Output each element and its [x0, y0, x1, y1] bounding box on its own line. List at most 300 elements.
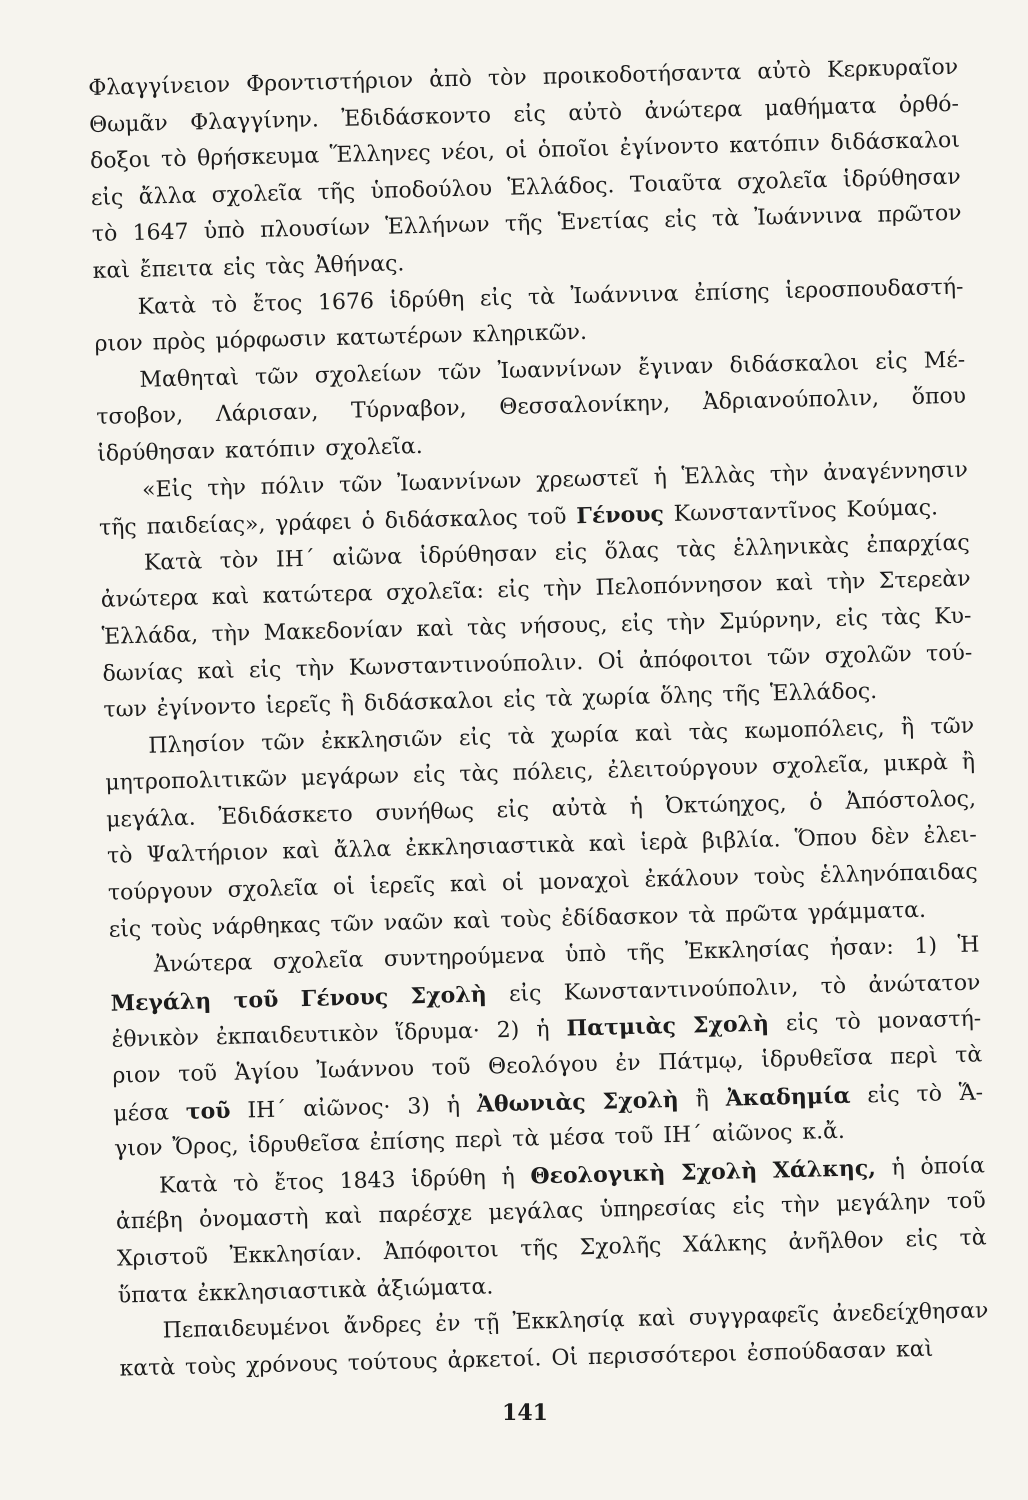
word: πλουσίων: [259, 215, 371, 244]
word: ἱδρύθη: [389, 286, 465, 314]
paragraph: [115, 1152, 988, 1320]
word: αὐτὸ: [568, 99, 623, 126]
word: αὐτὸ: [757, 58, 812, 85]
word: ἐπίσης: [693, 278, 770, 306]
word: μοναχοὶ: [538, 868, 631, 896]
word: ἢ: [695, 1086, 710, 1113]
word: τῶν: [261, 729, 306, 756]
word: Οἱ: [597, 648, 625, 675]
word: Ἀπόφοιτοι: [383, 1237, 499, 1266]
word: Σχολὴ: [410, 981, 488, 1010]
word: Γένους: [575, 501, 665, 530]
word: τῆς: [98, 515, 138, 541]
word: ὑπηρεσίας: [599, 1195, 717, 1224]
word: τὸ: [91, 221, 118, 248]
word: εἰς: [835, 606, 869, 632]
word: εἰς: [620, 611, 654, 638]
word: διδάσκαλοι: [363, 688, 494, 717]
word: πόλιν: [260, 472, 325, 500]
word: παιδείας»,: [146, 511, 266, 540]
word: τὰ: [954, 1042, 983, 1069]
word: Φλαγγίνην.: [189, 106, 320, 136]
word: εἰς: [732, 1194, 765, 1220]
word: Θεσσαλονίκην,: [499, 391, 671, 421]
word: Στερεὰν: [878, 566, 971, 595]
word: Σμύρνην,: [718, 607, 823, 635]
word: Οἱ: [551, 1345, 579, 1371]
word: τὰς: [676, 536, 717, 563]
word: ἄλλα: [138, 183, 197, 210]
word: τὴν: [206, 474, 247, 501]
word: «Εἰς: [141, 476, 193, 503]
word: Πάτμῳ,: [657, 1048, 744, 1076]
paragraph: [95, 347, 967, 478]
word: εἰς: [108, 916, 142, 943]
word: αἰῶνα: [332, 544, 403, 571]
word: καὶ: [324, 1204, 363, 1230]
word: ἐγίνοντο: [619, 133, 720, 162]
word: Πελοπόννησον: [595, 571, 763, 602]
word: αὐτὰ: [551, 795, 608, 822]
word: ΙΗ΄: [247, 1097, 287, 1124]
word: τῆς: [317, 179, 356, 206]
word: ἢ: [961, 749, 976, 776]
word: καὶ: [416, 616, 454, 643]
word: τῶν: [330, 910, 375, 937]
word: τὰ: [711, 206, 740, 233]
word: Κατὰ: [158, 1171, 218, 1199]
word: κ.ἄ.: [801, 1119, 846, 1146]
word: ἀρκετοί.: [447, 1346, 542, 1374]
word: ριον: [94, 330, 144, 358]
word: εἰς: [513, 101, 547, 128]
word: τὸ: [820, 973, 847, 1000]
word: αἰῶνος: [711, 1120, 793, 1148]
word: εἰς: [458, 725, 492, 751]
word: σχολεῖα: [227, 875, 319, 903]
word: τῇ: [473, 1310, 500, 1337]
word: Ψαλτήριον: [146, 840, 269, 869]
word: ἐκκλησιῶν: [320, 726, 443, 755]
word: νέοι,: [440, 139, 496, 166]
word: ἐν: [615, 1050, 641, 1077]
word: ἱερὰ: [639, 830, 689, 857]
word: Ἀθήνας.: [314, 251, 405, 279]
word: κατὰ: [119, 1355, 176, 1382]
word: ἱδρύθησαν: [419, 540, 538, 569]
word: χρεωστεῖ: [535, 465, 640, 493]
word: ΙΗ΄: [662, 1122, 703, 1149]
word: κατωτέρων: [335, 323, 463, 352]
word: ὁποία: [920, 1153, 986, 1180]
word: ἐκκλησιαστικὰ: [405, 832, 575, 862]
word: Ἰωαννίνων: [497, 355, 623, 384]
word: τοῦ: [946, 1188, 987, 1215]
word: ὁποῖοι: [537, 136, 610, 164]
word: εἰς: [412, 762, 446, 789]
word: Ἐκκλησίαν.: [229, 1240, 363, 1269]
word: συνήθως: [375, 798, 475, 827]
word: Ἰωάννου: [316, 1056, 415, 1084]
word: ἑλληνόπαιδας: [819, 859, 978, 889]
word: καὶ: [637, 1306, 676, 1333]
word: τῶν: [254, 363, 299, 390]
word: εἰς: [502, 687, 536, 714]
word: ΙΗ΄: [275, 546, 316, 573]
word: τὰς: [688, 719, 729, 746]
word: ἱερεῖς: [369, 872, 436, 900]
word: Ἕλληνες: [329, 140, 431, 169]
word: τοῦ: [614, 1123, 654, 1150]
word: ἡ: [501, 1164, 516, 1191]
word: ἐπίσης: [369, 1128, 446, 1156]
word: Ἑλλὰς: [681, 462, 756, 490]
word: ὅλης: [659, 683, 713, 710]
word: τῶν: [338, 471, 383, 498]
word: νήσους,: [519, 612, 608, 640]
word: 1843: [339, 1167, 396, 1194]
word: των: [103, 696, 148, 723]
word: τὰ: [507, 723, 535, 750]
word: τῆς: [520, 1235, 559, 1262]
word: σχολεῖα,: [771, 752, 870, 780]
word: ἀπέβη: [115, 1208, 183, 1236]
word: τὰ: [688, 902, 716, 929]
word: πρὸς: [152, 329, 206, 356]
word: Ἀκαδημία: [725, 1082, 851, 1112]
word: τὴν: [542, 576, 583, 603]
word: χρόνους: [245, 1351, 339, 1379]
word: τὴν: [780, 1192, 821, 1219]
word: μόρφωσιν: [215, 326, 327, 355]
word: εἰς: [497, 577, 531, 604]
word: τὸ: [211, 291, 238, 318]
word: τὴν: [666, 609, 706, 636]
word: ὀρθό-: [898, 91, 960, 118]
body-text: [88, 55, 990, 1393]
word: περισσότεροι: [587, 1341, 738, 1370]
word: ἡ: [446, 1092, 461, 1119]
word: ἀπόφοιτοι: [638, 645, 753, 674]
word: 1): [914, 933, 938, 960]
word: μοναστή-: [877, 1006, 982, 1035]
word: σχολεῖα: [736, 167, 828, 195]
word: Κούμας.: [846, 495, 939, 523]
word: πρῶτον: [877, 201, 962, 229]
word: εἰς: [90, 184, 124, 211]
word: ἀνώτερα: [644, 96, 743, 125]
word: καὶ: [452, 908, 491, 934]
word: παρέσχε: [378, 1201, 473, 1229]
word: Κερκυραῖον: [826, 54, 959, 83]
word: ἱερεῖς: [265, 692, 332, 719]
word: ἐθνικὸν: [111, 1026, 200, 1054]
word: τσοβον,: [96, 403, 184, 431]
word: ἔπειτα: [139, 255, 214, 283]
word: Ὄρος,: [172, 1133, 239, 1161]
word: Χάλκης: [682, 1230, 768, 1258]
word: Κωνσταντινούπολιν.: [348, 649, 584, 681]
word: Ἅ-: [958, 1080, 984, 1106]
word: ὁ: [361, 509, 376, 535]
word: Μαθηταὶ: [139, 365, 240, 393]
word: τὸν: [219, 547, 259, 574]
word: Ἁγίου: [234, 1059, 300, 1086]
word: ὅλας: [604, 537, 660, 565]
word: ἢ: [900, 714, 915, 741]
word: νάρθηκας: [211, 912, 321, 940]
paragraph: [88, 55, 963, 296]
word: καὶ: [588, 831, 627, 858]
word: μητροπολιτικῶν: [104, 766, 288, 797]
word: ἀνεδείχθησαν: [832, 1298, 989, 1328]
word: Ἐκκλησίᾳ: [512, 1307, 625, 1336]
word: Κατὰ: [143, 549, 203, 576]
word: εἰς: [554, 539, 588, 566]
word: ἀναγέννησιν: [822, 457, 969, 486]
word: Τύρναβον,: [350, 396, 467, 425]
word: τούτους: [347, 1348, 438, 1376]
word: ἑλληνικὰς: [732, 533, 850, 562]
word: Ἑλλάδος.: [769, 679, 878, 707]
word: ἐσπούδασαν: [746, 1337, 887, 1367]
word: Ἑλλάδος.: [507, 172, 615, 201]
word: τοῦ: [185, 1097, 231, 1125]
word: τὸ: [916, 1081, 943, 1107]
word: Κυ-: [933, 603, 972, 630]
word: τὸ: [106, 843, 133, 870]
word: οἱ: [501, 870, 525, 897]
word: κληρικῶν.: [472, 320, 588, 348]
word: Σχολῆς: [579, 1233, 662, 1261]
page-number: 141: [502, 1400, 548, 1426]
word: εἰς: [874, 348, 908, 375]
word: Πατμιὰς: [566, 1013, 677, 1043]
word: εἰς: [479, 285, 513, 312]
word: Λάρισαν,: [215, 399, 319, 428]
word: τῆς: [722, 681, 761, 708]
word: ἐλειτούργουν: [607, 755, 759, 784]
word: ριον: [112, 1062, 161, 1089]
word: Ἰωάννινα: [570, 281, 679, 309]
paragraph: [109, 933, 984, 1174]
word: 3): [407, 1093, 431, 1120]
word: τοὺς: [753, 863, 806, 891]
word: ἐγίνοντο: [156, 694, 257, 722]
word: ὑπὸ: [564, 941, 607, 968]
word: τοῦ: [527, 504, 567, 531]
word: ἔγιναν: [637, 353, 714, 381]
word: ἐκπαιδευτικὸν: [215, 1021, 379, 1051]
word: ἐκκλησιαστικὰ: [197, 1277, 368, 1307]
word: Σχολὴ: [680, 1157, 758, 1186]
word: Φροντιστήριον: [245, 68, 414, 98]
word: οἱ: [332, 874, 356, 901]
word: τὴν: [826, 569, 866, 596]
word: γιον: [113, 1135, 163, 1162]
word: 1676: [317, 288, 375, 316]
word: εἰς: [508, 981, 542, 1007]
word: εἰς: [496, 797, 530, 824]
word: γράμματα.: [807, 897, 927, 926]
word: σχολείων: [314, 360, 422, 389]
word: ἦσαν:: [829, 934, 895, 962]
word: ἐπαρχίας: [866, 530, 970, 558]
word: σχολεῖα: [272, 947, 364, 975]
word: περὶ: [889, 1043, 938, 1070]
word: ἡ: [629, 794, 644, 820]
word: τῆς: [504, 211, 543, 238]
word: ἱδρύθη: [410, 1165, 487, 1193]
word: ἀνῆλθον: [788, 1227, 885, 1256]
word: τὴν: [295, 655, 335, 682]
word: ἱδρυθεῖσα: [248, 1130, 361, 1159]
word: αἰῶνος·: [302, 1094, 391, 1122]
word: καὶ: [211, 584, 250, 611]
word: Ἀπόστολος,: [845, 786, 977, 815]
word: ἐν: [434, 1311, 461, 1338]
word: 2): [496, 1018, 520, 1044]
word: Χάλκης,: [772, 1154, 877, 1184]
word: τὰ: [527, 284, 556, 310]
word: τὸ: [232, 1170, 259, 1197]
word: σχολῶν: [824, 641, 913, 669]
word: ἱδρύθησαν: [842, 164, 962, 193]
word: διδάσκαλοι: [729, 350, 860, 379]
word: εἰς: [664, 207, 698, 234]
word: Σχολὴ: [692, 1011, 770, 1039]
word: Τοιαῦτα: [629, 170, 723, 198]
word: ἀπὸ: [428, 66, 473, 93]
word: τούργουν: [107, 878, 214, 906]
word: μεγάλας: [488, 1198, 584, 1226]
word: τὸν: [487, 65, 528, 92]
word: ἢ: [340, 691, 355, 718]
word: οἱ: [505, 138, 528, 165]
word: μικρὰ: [883, 750, 949, 778]
word: Σχολὴ: [602, 1086, 680, 1115]
word: ὑποδούλου: [370, 175, 493, 204]
word: κωμοπόλεις,: [744, 715, 885, 744]
word: γράφει: [275, 509, 352, 537]
word: κατώτερα: [262, 581, 373, 610]
word: καὶ: [197, 658, 235, 685]
word: Κατὰ: [137, 292, 197, 320]
word: τὰ: [511, 1126, 540, 1153]
paragraph: [100, 530, 974, 734]
word: τοῦ: [233, 986, 279, 1014]
word: ἐδίδασκον: [561, 903, 679, 932]
word: συγγραφεῖς: [688, 1302, 820, 1331]
word: σχολεῖα: [211, 180, 303, 208]
word: καὶ: [449, 871, 488, 898]
word: εἰς: [222, 254, 256, 281]
word: κατόπιν: [729, 131, 821, 159]
word: Θωμᾶν: [88, 110, 168, 138]
word: τὰ: [959, 1225, 987, 1252]
word: Ἐδιδάσκοντο: [341, 102, 492, 132]
word: Ὀκτώηχος,: [665, 791, 787, 819]
word: Ἰωαννίνων: [396, 468, 522, 497]
word: καὶ: [282, 839, 320, 865]
word: ἡ: [653, 464, 668, 490]
word: Κωνσταντινούπολιν,: [563, 974, 799, 1006]
paragraph: [104, 713, 979, 954]
word: ἐλει-: [923, 822, 978, 850]
word: χωρία: [550, 721, 620, 749]
word: κατόπιν: [224, 436, 316, 464]
word: τὰς: [459, 761, 499, 788]
word: ὅπου: [911, 383, 967, 411]
word: ὑπὸ: [203, 218, 246, 245]
word: ἱδρυθεῖσα: [760, 1045, 873, 1073]
word: Κωνσταντῖνος: [673, 497, 837, 527]
word: τοὺς: [184, 1353, 237, 1380]
word: Θεολογικὴ: [530, 1160, 666, 1190]
word: ἔτος: [273, 1169, 325, 1196]
word: Ἑλλάδα,: [101, 622, 199, 650]
word: τὸ: [160, 146, 187, 173]
word: ἱδρύθησαν: [96, 438, 216, 467]
word: θρήσκευμα: [196, 143, 320, 172]
word: διδάσκαλοι: [830, 127, 961, 157]
word: Μέ-: [923, 347, 966, 374]
word: περὶ: [454, 1127, 503, 1154]
word: μέσα: [113, 1099, 170, 1127]
word: Ἰωάννινα: [754, 203, 863, 232]
word: ἀξιώματα.: [376, 1274, 494, 1302]
word: τὰ: [545, 686, 573, 713]
word: Πεπαιδευμένοι: [162, 1314, 331, 1344]
word: ἄνδρες: [343, 1312, 423, 1340]
word: ὀνομαστὴ: [198, 1205, 309, 1234]
word: μεγάλην: [836, 1190, 931, 1218]
word: μεγάλα.: [105, 805, 196, 833]
word: τοῦ: [431, 1054, 471, 1081]
word: Ἀθωνιὰς: [476, 1088, 587, 1118]
word: πρῶτα: [725, 900, 798, 928]
word: ἔτος: [252, 290, 303, 317]
word: εἰς: [248, 656, 282, 683]
word: ἡ: [535, 1017, 550, 1043]
word: τὰς: [265, 253, 305, 280]
word: Ἀνώτερα: [153, 950, 253, 978]
word: Ἑλλήνων: [385, 212, 490, 241]
word: ἀνώτατον: [868, 970, 981, 999]
word: συντηρούμενα: [383, 943, 545, 973]
word: εἰς: [867, 1082, 900, 1108]
word: τού-: [925, 640, 973, 667]
word: ἄλλα: [333, 837, 392, 864]
word: καὶ: [895, 1336, 934, 1363]
word: Ὅπου: [794, 825, 858, 853]
word: καὶ: [775, 570, 814, 597]
word: ναῶν: [383, 909, 444, 936]
word: ἱεροσπουδαστή-: [784, 274, 964, 304]
word: Φλαγγίνειον: [88, 72, 231, 101]
word: καὶ: [92, 258, 131, 284]
word: τῆς: [626, 940, 665, 967]
word: τῶν: [766, 644, 811, 671]
word: ὕπατα: [117, 1281, 188, 1309]
word: τὴν: [769, 461, 809, 487]
word: τοῦ: [177, 1061, 218, 1088]
word: μαθήματα: [764, 93, 877, 122]
word: τοὺς: [500, 906, 552, 933]
word: Ἐκκλησίας: [684, 936, 810, 965]
word: τὰς: [466, 614, 507, 641]
word: πόλεις,: [512, 759, 594, 787]
